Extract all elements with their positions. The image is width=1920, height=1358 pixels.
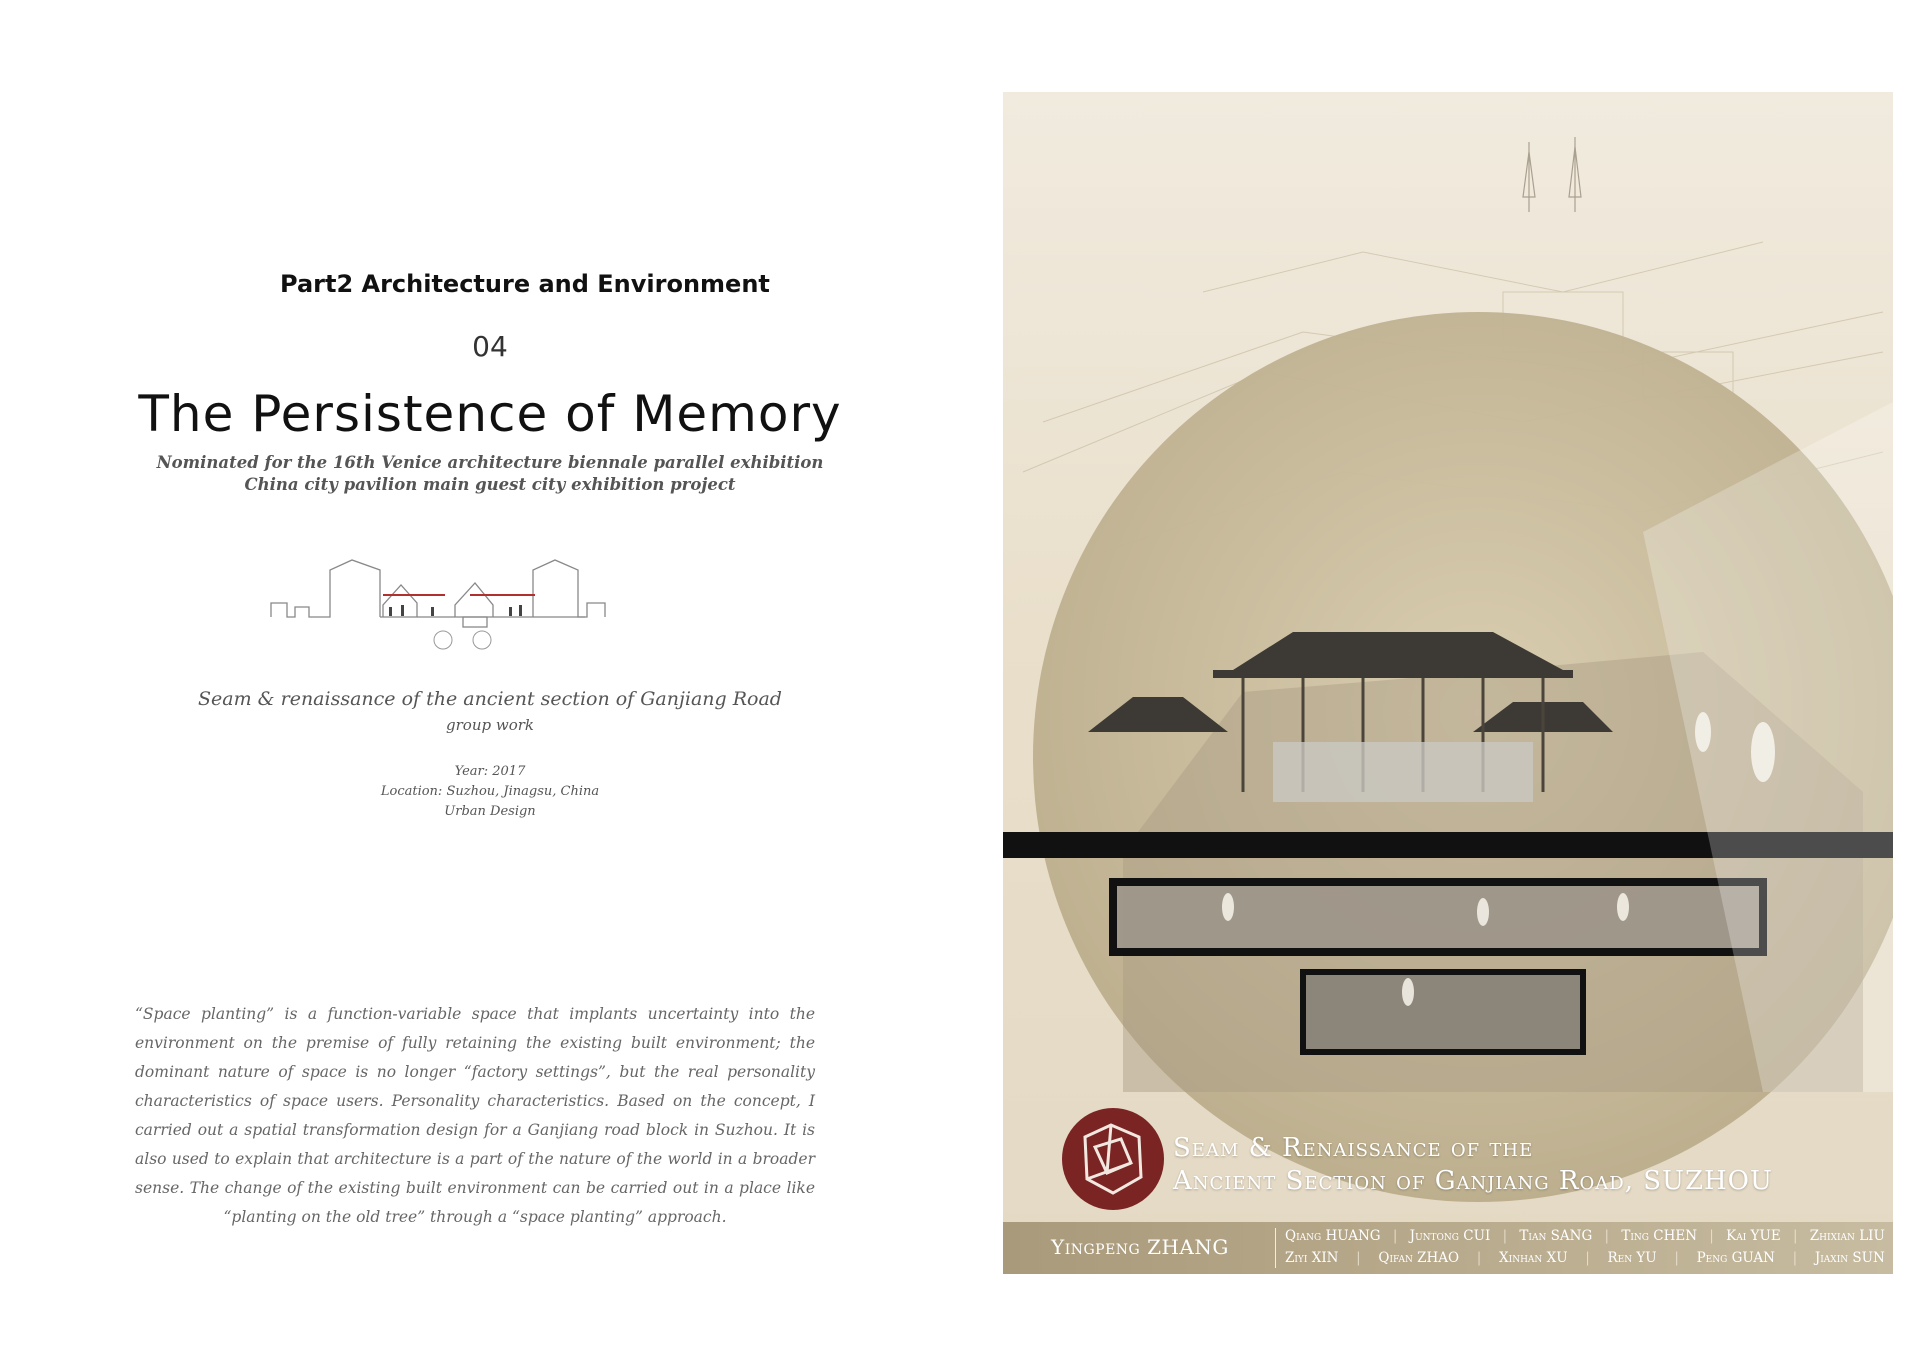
project-description: “Space planting” is a function-variable space that implants uncertainty into the environment on the premise of fully retaining the existing built environment; the dominant nature of space is no longer “factory settings”, but the real personality characteristics of space users. Personality characteristics. Based on the concept, I carried out a spatial transformation design for a Ganjiang road block in Suzhou. It is also used to explain that architecture is a part of the nature of the world in a broader sense. The change of the existing built environment can be carried out in a place like “planting on the old tree” through a “space planting” approach. — [135, 1005, 815, 1226]
team-member: Qiang HUANG — [1285, 1228, 1381, 1244]
lead-author: Yingpeng ZHANG — [1051, 1235, 1229, 1259]
project-meta — [340, 762, 640, 822]
team-member: Qifan ZHAO — [1378, 1250, 1460, 1266]
team-member: Kai YUE — [1726, 1228, 1781, 1244]
meta-location: Location: Suzhou, Jinagsu, China — [380, 784, 600, 799]
nomination-text: Nominated for the 16th Venice architecture biennale parallel exhibition China city pavilion main guest city exhibition project — [156, 453, 824, 494]
team-row-1: Qiang HUANG | Juntong CUI | Tian SANG | Ting CHEN | Kai YUE | Zhixian LIU — [1285, 1225, 1885, 1247]
project-title: The Persistence of Memory — [138, 385, 842, 443]
project-subtitle: Seam & renaissance of the ancient section of Ganjiang Road — [198, 688, 782, 710]
team-member: Peng GUAN — [1696, 1250, 1775, 1266]
meta-type: Urban Design — [444, 804, 536, 819]
red-seal-logo-icon — [1061, 1107, 1165, 1211]
team-member: Tian SANG — [1519, 1228, 1593, 1244]
team-member: Jiaxin SUN — [1814, 1250, 1885, 1266]
credit-divider — [1275, 1228, 1276, 1268]
section-heading: Part2 Architecture and Environment — [280, 270, 770, 298]
street-section-diagram-icon — [265, 555, 685, 670]
poster — [1003, 92, 1893, 1274]
project-number: 04 — [472, 330, 508, 363]
team-row-2: Ziyi XIN | Qifan ZHAO | Xinhan XU | Ren YU | Peng GUAN | Jiaxin SUN — [1285, 1247, 1885, 1269]
team-member: Ren YU — [1607, 1250, 1657, 1266]
team-member: Ziyi XIN — [1285, 1250, 1339, 1266]
project-subtitle-note: group work — [446, 716, 534, 734]
team-member: Zhixian LIU — [1809, 1228, 1885, 1244]
team-members — [1285, 1225, 1885, 1269]
team-member: Xinhan XU — [1499, 1250, 1568, 1266]
poster-title-line-2: Ancient Section of Ganjiang Road, SUZHOU — [1173, 1166, 1773, 1196]
meta-year: Year: 2017 — [454, 764, 526, 779]
team-member: Ting CHEN — [1621, 1228, 1698, 1244]
poster-illustration — [1003, 92, 1893, 1274]
team-member: Juntong CUI — [1409, 1228, 1491, 1244]
poster-title-line-1: Seam & Renaissance of the — [1173, 1133, 1534, 1163]
poster-title — [1173, 1132, 1873, 1198]
